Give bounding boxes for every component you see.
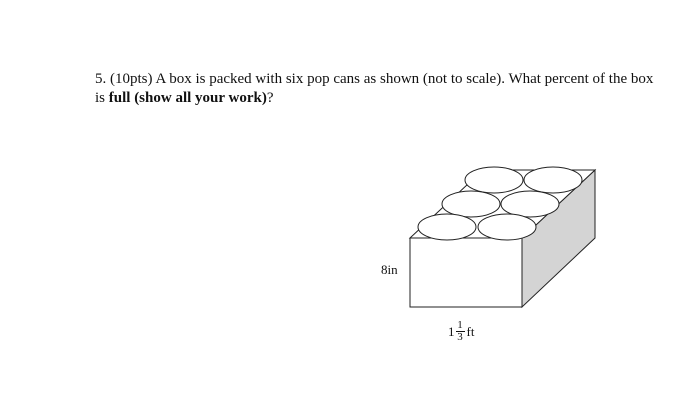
problem-number: 5. xyxy=(95,71,107,87)
problem-points: (10pts) xyxy=(110,71,153,87)
width-numerator: 1 xyxy=(457,319,463,331)
width-unit: ft xyxy=(466,323,475,339)
box-front-face xyxy=(410,238,522,307)
problem-text: A box is packed with six pop cans as shown (not to scale). What percent of the box is xyxy=(95,71,654,106)
can-top xyxy=(501,191,559,217)
can-top xyxy=(465,167,523,193)
problem-bold-phrase: full (show all your work) xyxy=(108,90,267,106)
can-top xyxy=(418,214,476,240)
width-whole: 1 xyxy=(448,323,455,339)
width-denominator: 3 xyxy=(457,331,463,343)
can-top xyxy=(442,191,500,217)
height-label: 8in xyxy=(381,262,398,277)
can-top xyxy=(524,167,582,193)
problem-text-end: ? xyxy=(266,90,274,106)
can-top xyxy=(478,214,536,240)
width-label xyxy=(448,320,474,343)
width-fraction xyxy=(456,320,465,343)
